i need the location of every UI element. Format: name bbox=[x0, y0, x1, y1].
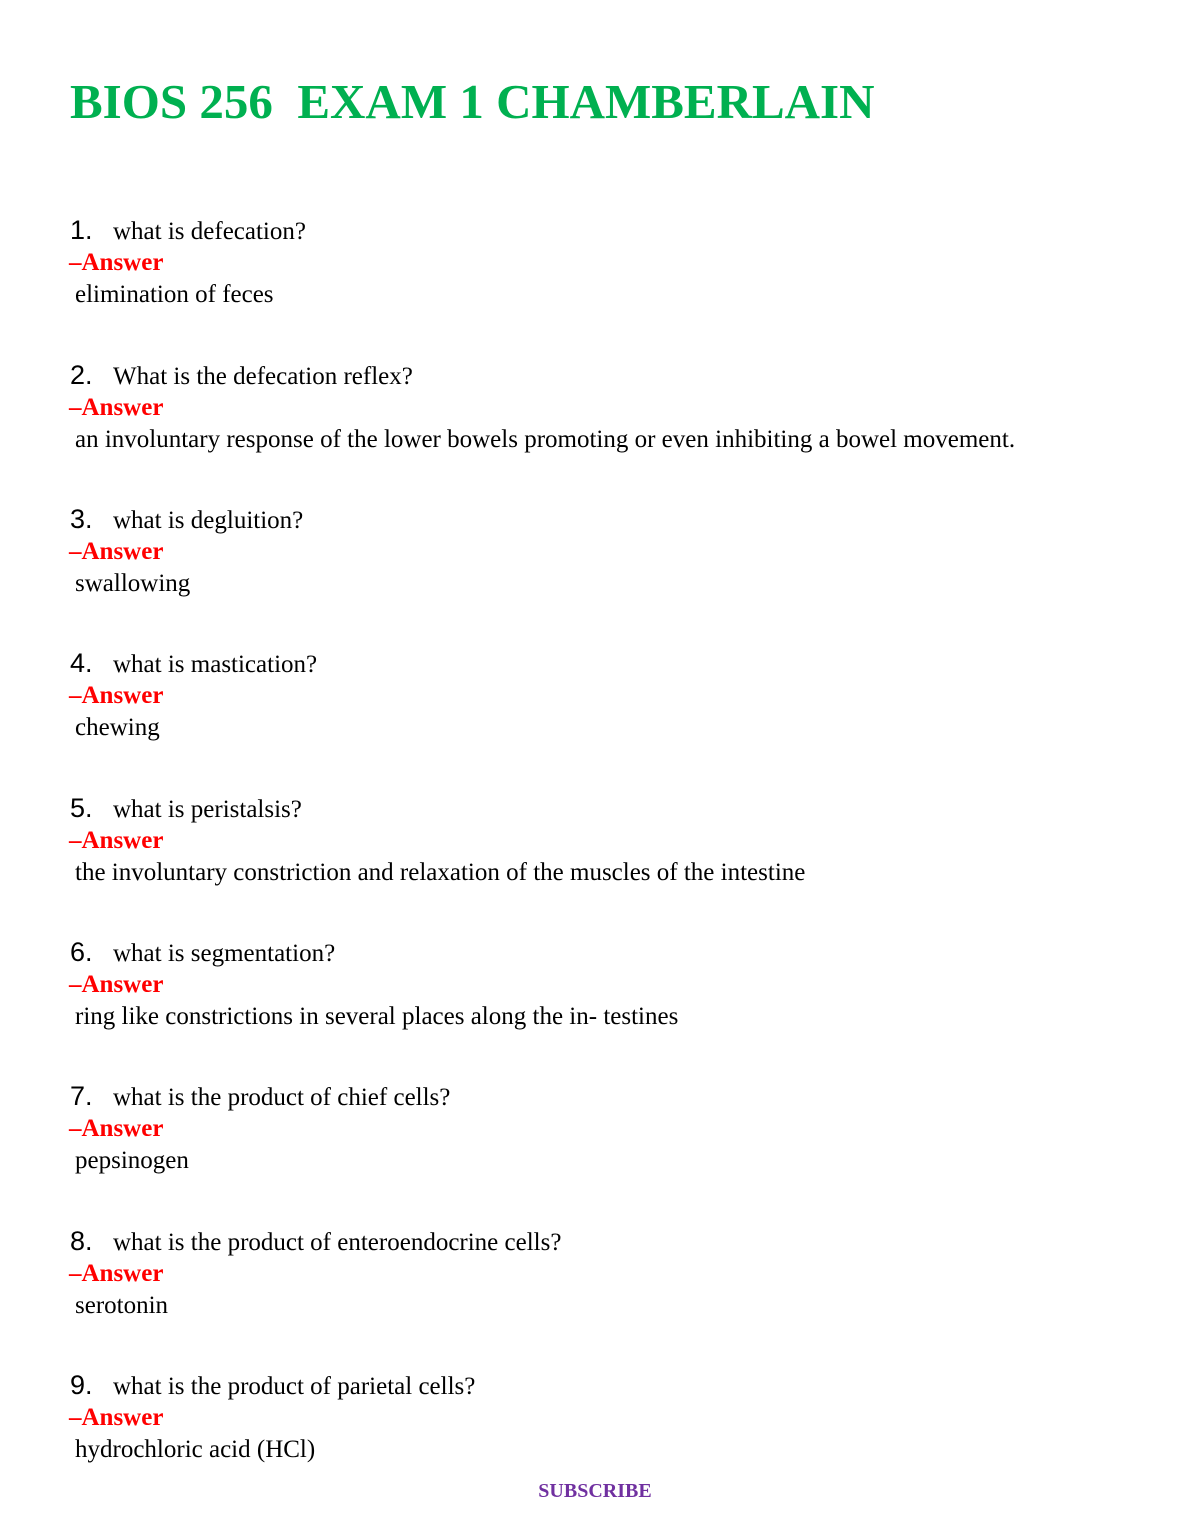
qa-item bbox=[0, 1370, 1190, 1480]
answer-label: –Answer bbox=[69, 1404, 164, 1431]
qa-item bbox=[0, 648, 1190, 758]
qa-item bbox=[0, 1081, 1190, 1191]
qa-item bbox=[0, 1226, 1190, 1336]
qa-item bbox=[0, 793, 1190, 903]
qa-item bbox=[0, 937, 1190, 1047]
question-number: 3. bbox=[70, 504, 93, 534]
question-number: 7. bbox=[70, 1081, 93, 1111]
answer-text: an involuntary response of the lower bowels promoting or even inhibiting a bowel movement. bbox=[75, 426, 1016, 453]
question-text: what is the product of enteroendocrine cells? bbox=[113, 1229, 562, 1256]
qa-item bbox=[0, 504, 1190, 614]
answer-text: ring like constrictions in several places along the in- testines bbox=[75, 1003, 679, 1030]
answer-text: serotonin bbox=[75, 1292, 169, 1319]
question-number: 8. bbox=[70, 1226, 93, 1256]
qa-item bbox=[0, 215, 1190, 325]
answer-text: hydrochloric acid (HCl) bbox=[75, 1436, 316, 1463]
answer-text: elimination of feces bbox=[75, 281, 274, 308]
page-title: BIOS 256 EXAM 1 CHAMBERLAIN bbox=[70, 74, 875, 129]
question-number: 6. bbox=[70, 937, 93, 967]
question-text: what is peristalsis? bbox=[113, 796, 302, 823]
question-text: what is the product of chief cells? bbox=[113, 1084, 451, 1111]
answer-text: swallowing bbox=[75, 570, 191, 597]
question-number: 9. bbox=[70, 1370, 93, 1400]
answer-label: –Answer bbox=[69, 538, 164, 565]
question-number: 4. bbox=[70, 648, 93, 678]
subscribe-link[interactable]: SUBSCRIBE bbox=[538, 1480, 652, 1502]
answer-label: –Answer bbox=[69, 827, 164, 854]
answer-label: –Answer bbox=[69, 971, 164, 998]
answer-text: the involuntary constriction and relaxation of the muscles of the intestine bbox=[75, 859, 806, 886]
answer-label: –Answer bbox=[69, 1115, 164, 1142]
question-number: 1. bbox=[70, 215, 93, 245]
question-text: what is degluition? bbox=[113, 507, 304, 534]
question-text: what is the product of parietal cells? bbox=[113, 1373, 476, 1400]
question-text: what is segmentation? bbox=[113, 940, 336, 967]
answer-label: –Answer bbox=[69, 394, 164, 421]
answer-label: –Answer bbox=[69, 249, 164, 276]
qa-item bbox=[0, 360, 1190, 470]
question-number: 2. bbox=[70, 360, 93, 390]
question-text: what is mastication? bbox=[113, 651, 318, 678]
answer-label: –Answer bbox=[69, 682, 164, 709]
question-text: What is the defecation reflex? bbox=[113, 363, 413, 390]
answer-text: pepsinogen bbox=[75, 1147, 189, 1174]
answer-label: –Answer bbox=[69, 1260, 164, 1287]
answer-text: chewing bbox=[75, 714, 160, 741]
question-text: what is defecation? bbox=[113, 218, 306, 245]
question-number: 5. bbox=[70, 793, 93, 823]
